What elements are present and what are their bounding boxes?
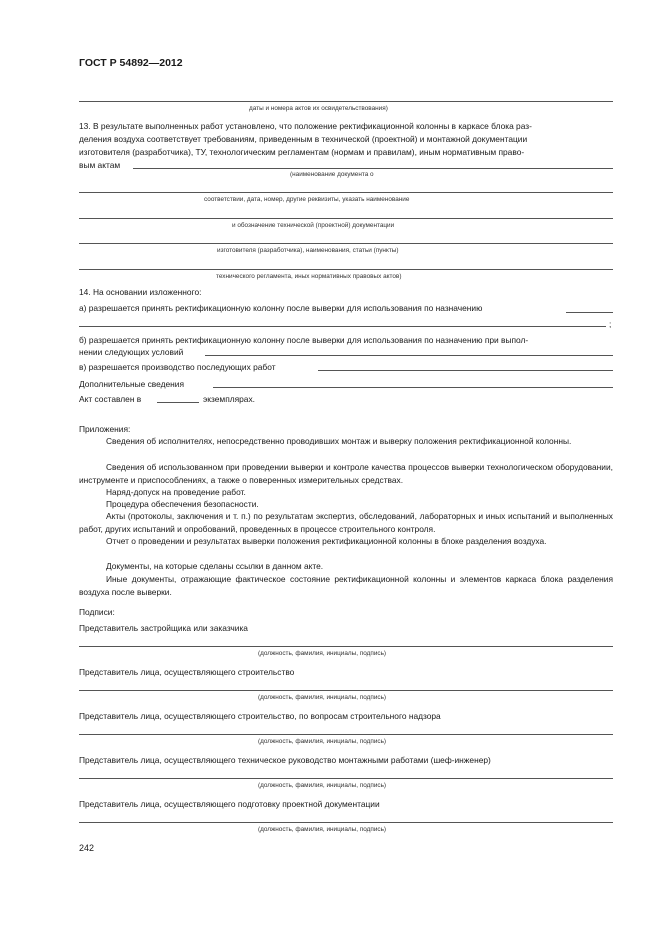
fill-line <box>79 269 613 270</box>
fill-line <box>318 370 613 371</box>
appendix-item: Сведения об использованном при проведении выверки и контроле качества процессов выверки технологическом оборудовании, инструменте и приспособлениях, а также о поверенных измерительных средствах. <box>79 462 613 485</box>
item13-line: изготовителя (разработчика), ТУ, технологическим регламентам (нормам и правилам), иным нормативным право- <box>79 147 525 157</box>
signatory-role: Представитель лица, осуществляющего строительство <box>79 667 295 677</box>
option-b: нении следующих условий <box>79 347 184 357</box>
signature-caption: (должность, фамилия, инициалы, подпись) <box>258 738 387 745</box>
field-caption: и обозначение технической (проектной) документации <box>232 222 395 229</box>
appendix-item: Отчет о проведении и результатах выверки положения ректификационной колонны в блоке разделения воздуха. <box>106 536 547 546</box>
signature-caption: (должность, фамилия, инициалы, подпись) <box>258 826 387 833</box>
signatory-role: Представитель лица, осуществляющего техническое руководство монтажными работами (шеф-инженер) <box>79 755 491 765</box>
signature-caption: (должность, фамилия, инициалы, подпись) <box>258 694 387 701</box>
appendix-item: Сведения об исполнителях, непосредственно проводивших монтаж и выверку положения ректификационной колонны. <box>106 436 572 446</box>
copies-suffix: экземплярах. <box>203 394 255 404</box>
field-caption: технического регламента, иных нормативных правовых актов) <box>216 273 402 280</box>
option-a: а) разрешается принять ректификационную колонну после выверки для использования по назначению <box>79 303 483 313</box>
signatory-role: Представитель лица, осуществляющего строительство, по вопросам строительного надзора <box>79 711 441 721</box>
signature-caption: (должность, фамилия, инициалы, подпись) <box>258 782 387 789</box>
appendix-item: Процедура обеспечения безопасности. <box>106 499 259 509</box>
fill-line <box>79 192 613 193</box>
fill-line <box>213 387 613 388</box>
item13-line: деления воздуха соответствует требованиям, приведенным в технической (проектной) и монтажной документации <box>79 134 528 144</box>
fill-line <box>79 218 613 219</box>
signature-line <box>79 690 613 691</box>
signature-line <box>79 734 613 735</box>
fill-line <box>205 355 613 356</box>
fill-line <box>79 326 606 327</box>
signature-line <box>79 646 613 647</box>
appendix-item: Наряд-допуск на проведение работ. <box>106 487 246 497</box>
option-b: б) разрешается принять ректификационную колонну после выверки для использования по назначению при выпол- <box>79 335 529 345</box>
fill-line <box>157 402 199 403</box>
semicolon: ; <box>609 319 612 329</box>
appendix-item: Акты (протоколы, заключения и т. п.) по результатам экспертиз, обследований, лабораторных и иных испытаний и выполненных работ, других испытаний и опробований, проведенных в процессе строительного контроля. <box>79 511 613 534</box>
signature-caption: (должность, фамилия, инициалы, подпись) <box>258 650 387 657</box>
fill-line <box>566 312 613 313</box>
field-caption: (наименование документа о <box>290 171 374 178</box>
fill-line <box>79 243 613 244</box>
extra-info-label: Дополнительные сведения <box>79 379 185 389</box>
item14-heading: 14. На основании изложенного: <box>79 287 202 297</box>
signatures-title: Подписи: <box>79 607 115 617</box>
document-code: ГОСТ Р 54892—2012 <box>79 57 183 69</box>
signature-line <box>79 778 613 779</box>
signatory-role: Представитель застройщика или заказчика <box>79 623 248 633</box>
fill-line <box>79 101 613 102</box>
appendix-item: Документы, на которые сделаны ссылки в данном акте. <box>106 561 324 571</box>
item13-line: вым актам <box>79 160 121 170</box>
page-number: 242 <box>79 843 95 853</box>
appendix-title: Приложения: <box>79 424 131 434</box>
field-caption: даты и номера актов их освидетельствования) <box>249 105 388 112</box>
field-caption: соответствии, дата, номер, другие реквизиты, указать наименование <box>204 196 410 203</box>
signature-line <box>79 822 613 823</box>
appendix-item: Иные документы, отражающие фактическое состояние ректификационной колонны и элементов каркаса блока разделения воздуха после выверки. <box>79 574 613 597</box>
copies-label: Акт составлен в <box>79 394 142 404</box>
fill-line <box>133 168 613 169</box>
option-c: в) разрешается производство последующих работ <box>79 362 276 372</box>
item13-line: 13. В результате выполненных работ установлено, что положение ректификационной колонны в каркасе блока раз- <box>79 121 532 131</box>
field-caption: изготовителя (разработчика), наименования, статьи (пункты) <box>217 247 399 254</box>
signatory-role: Представитель лица, осуществляющего подготовку проектной документации <box>79 799 380 809</box>
